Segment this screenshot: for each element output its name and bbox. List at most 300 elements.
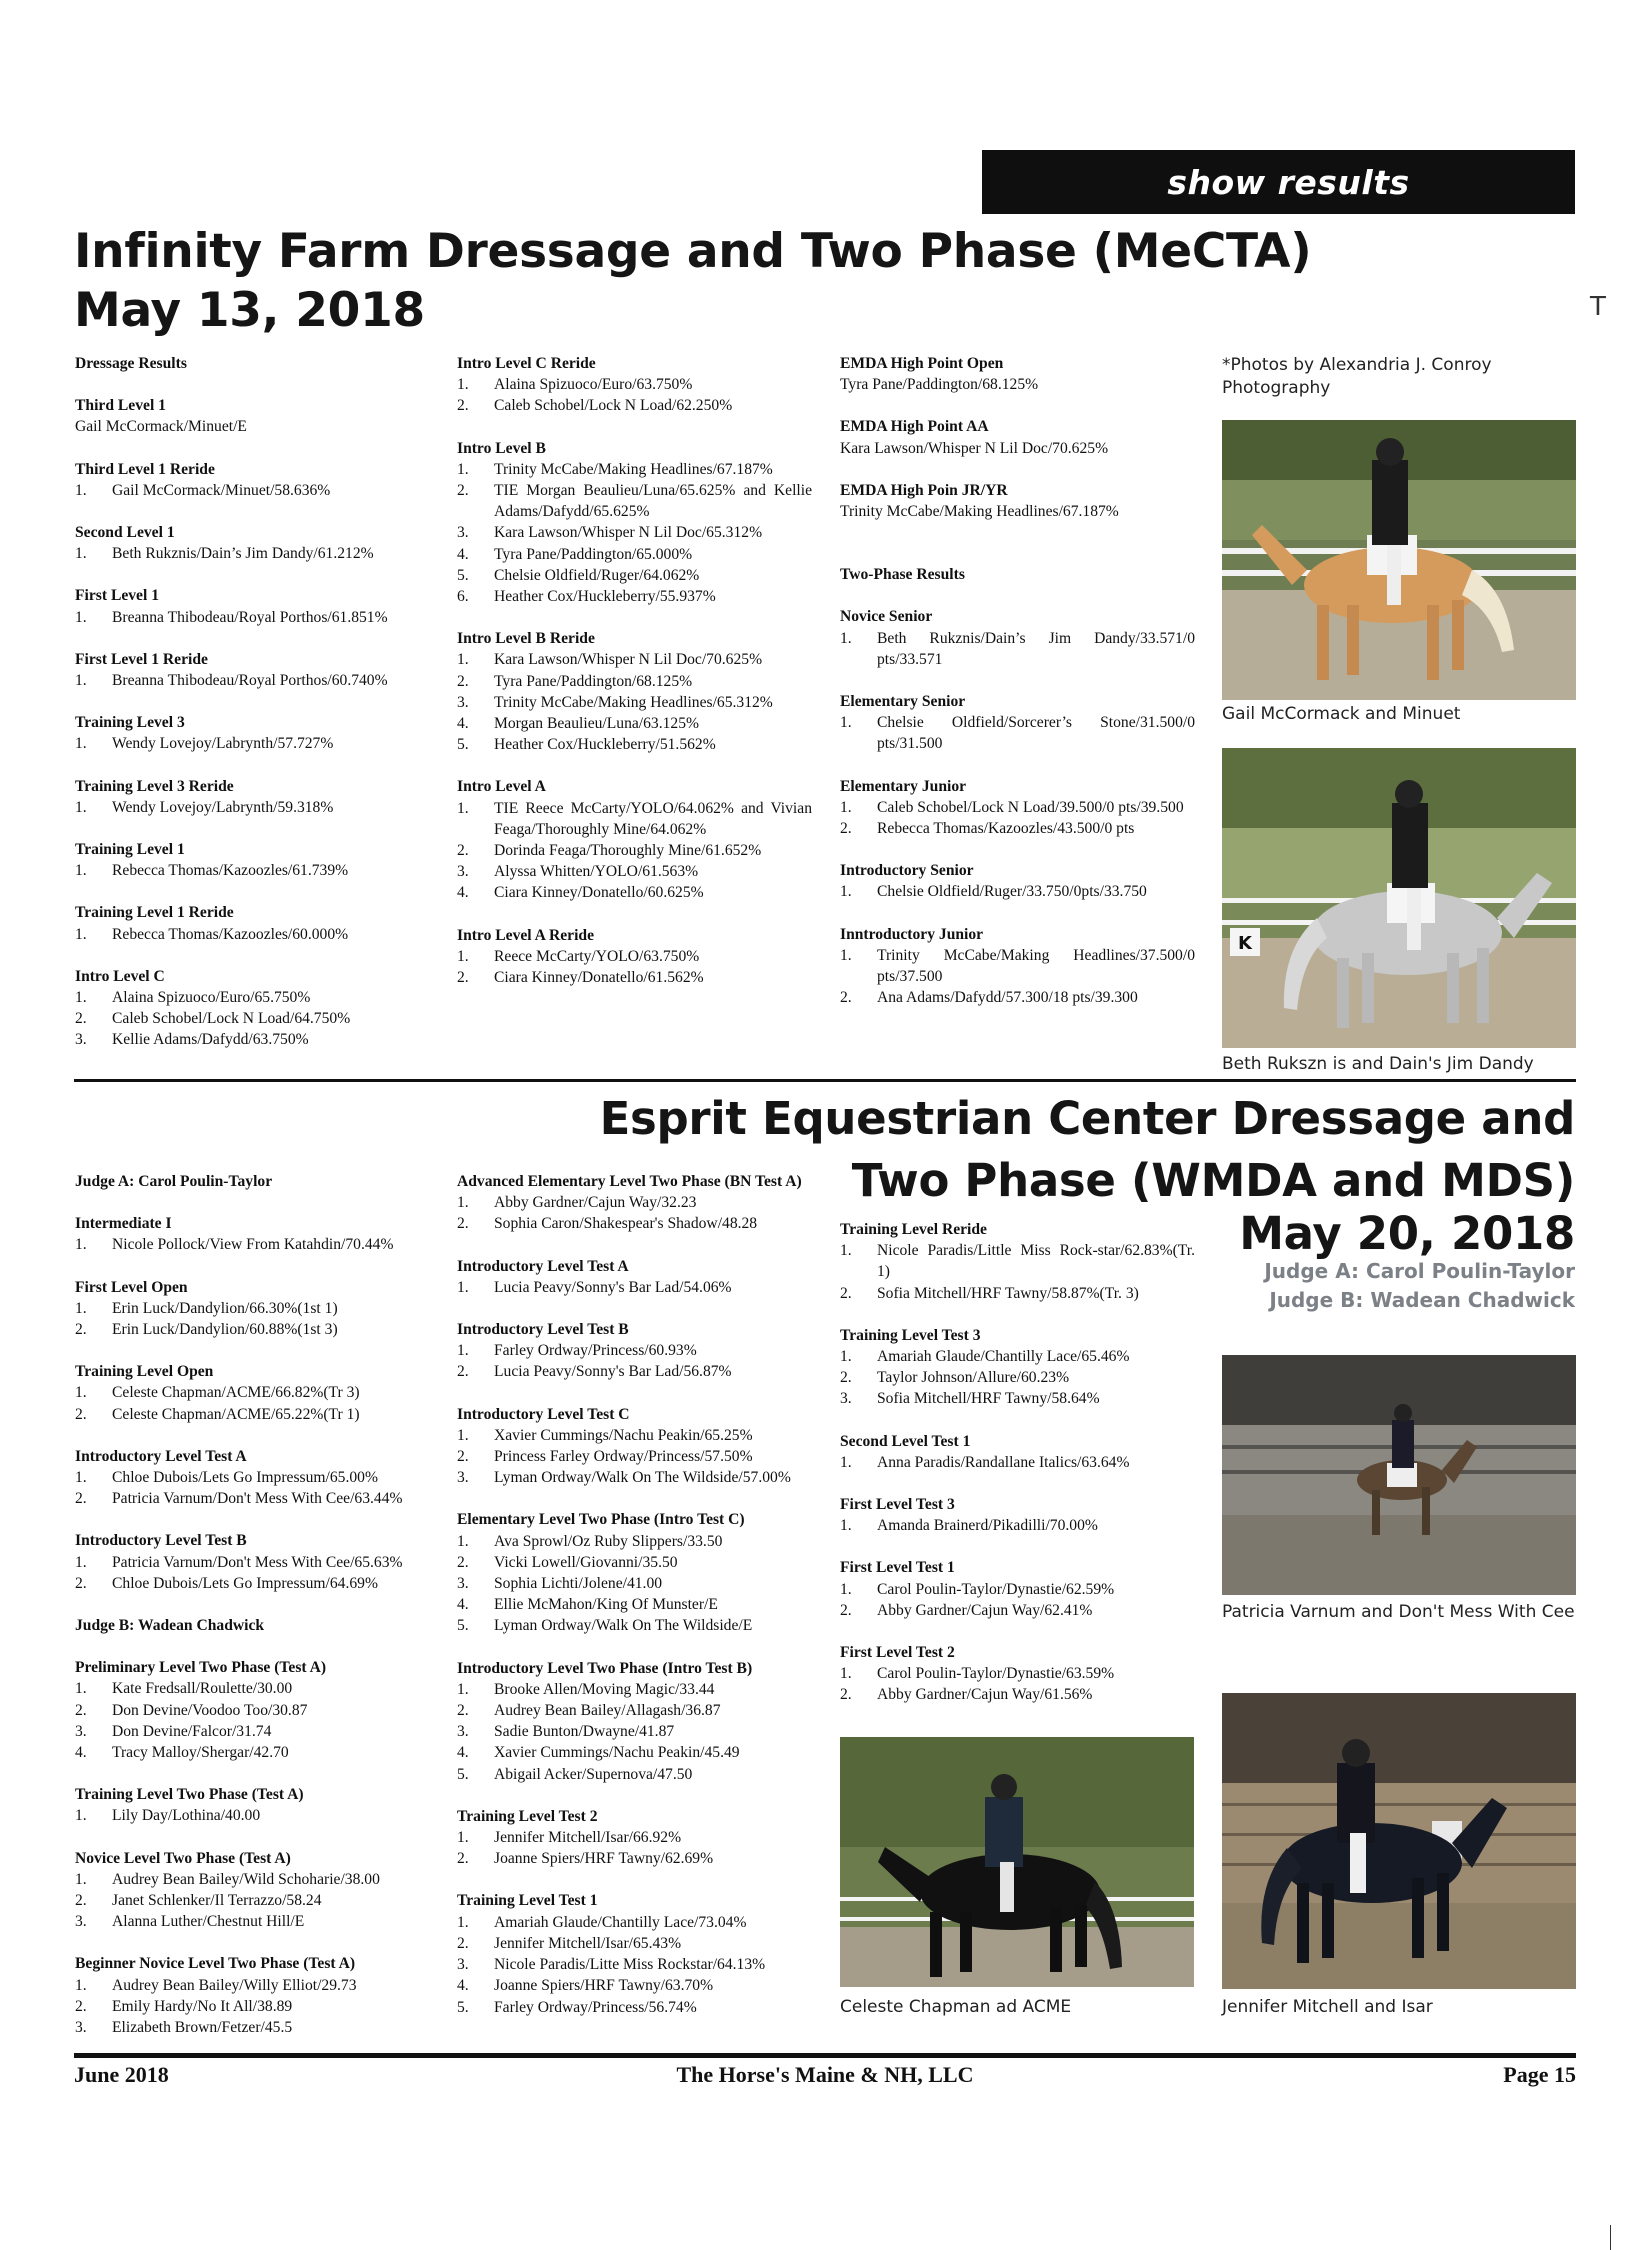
result-rank: 2.: [457, 397, 469, 415]
result-entry: Farley Ordway/Princess/60.93%: [494, 1342, 697, 1360]
result-row: [840, 628, 1195, 670]
article2-title-line2: Two Phase (WMDA and MDS): [851, 1154, 1575, 1207]
result-row: [457, 1764, 812, 1785]
result-rank: 2.: [457, 842, 469, 860]
section-title: Training Level 3: [75, 714, 185, 732]
result-rank: 4.: [457, 545, 469, 563]
result-entry: Joanne Spiers/HRF Tawny/62.69%: [494, 1850, 714, 1868]
result-entry: Abby Gardner/Cajun Way/62.41%: [877, 1601, 1093, 1619]
result-rank: 2.: [457, 1702, 469, 1720]
result-rank: 1.: [840, 1665, 852, 1683]
section-title: Training Level 1 Reride: [75, 904, 234, 922]
result-entry: Farley Ordway/Princess/56.74%: [494, 1998, 697, 2016]
result-rank: 1.: [457, 799, 469, 817]
result-rank: 1.: [75, 1976, 87, 1994]
result-row: [457, 1594, 812, 1615]
result-section: [840, 1642, 1195, 1706]
result-entry: Princess Farley Ordway/Princess/57.50%: [494, 1448, 753, 1466]
photo-patricia-varnum: [1222, 1355, 1576, 1595]
section-title: Introductory Level Test C: [457, 1405, 630, 1423]
result-entry: Jennifer Mitchell/Isar/65.43%: [494, 1934, 682, 1952]
result-row: [457, 1721, 812, 1742]
result-rank: 4.: [457, 1744, 469, 1762]
result-row: [457, 1933, 812, 1954]
result-rank: 1.: [840, 1242, 852, 1260]
result-rank: 3.: [840, 1390, 852, 1408]
section-title: Training Level Open: [75, 1363, 214, 1381]
result-section: [75, 353, 430, 374]
result-row: [75, 1488, 430, 1509]
article1-column-3: [840, 353, 1195, 1008]
result-row: [457, 544, 812, 565]
result-section: [75, 902, 430, 944]
result-entry: Celeste Chapman/ACME/65.22%(Tr 1): [112, 1405, 360, 1423]
result-rank: 2.: [457, 672, 469, 690]
result-entry: Nicole Paradis/Litte Miss Rockstar/64.13%: [494, 1956, 766, 1974]
article2-title-line1: Esprit Equestrian Center Dressage and: [599, 1092, 1575, 1145]
result-row: [75, 1975, 430, 1996]
result-row: [75, 670, 430, 691]
result-section: [457, 628, 812, 755]
result-entry: Carol Poulin-Taylor/Dynastie/62.59%: [877, 1580, 1115, 1598]
result-entry: Sofia Mitchell/HRF Tawny/58.64%: [877, 1390, 1100, 1408]
result-row: [457, 1615, 812, 1636]
result-entry: Lucia Peavy/Sonny's Bar Lad/56.87%: [494, 1363, 732, 1381]
result-entry: Xavier Cummings/Nachu Peakin/45.49: [494, 1744, 740, 1762]
result-row: [840, 712, 1195, 754]
result-row: [457, 734, 812, 755]
result-entry: Alaina Spizuoco/Euro/63.750%: [494, 376, 693, 394]
result-entry: Patricia Varnum/Don't Mess With Cee/65.63%: [112, 1553, 403, 1571]
result-section: [75, 712, 430, 754]
result-entry: Audrey Bean Bailey/Willy Elliot/29.73: [112, 1976, 357, 1994]
article1-title-line2: May 13, 2018: [74, 283, 425, 338]
result-section: [75, 776, 430, 818]
result-row: [457, 1848, 812, 1869]
result-entry: Beth Rukznis/Dain’s Jim Dandy/61.212%: [112, 545, 374, 563]
section-title: Intermediate I: [75, 1215, 172, 1233]
result-entry: Erin Luck/Dandylion/66.30%(1st 1): [112, 1299, 338, 1317]
result-rank: 1.: [457, 1532, 469, 1550]
article1-column-2: [457, 353, 812, 988]
result-rank: 1.: [457, 1278, 469, 1296]
result-row: [75, 1319, 430, 1340]
result-entry: Alyssa Whitten/YOLO/61.563%: [494, 863, 699, 881]
result-section: [75, 1615, 430, 1636]
result-section: [457, 1890, 812, 2017]
article1-title-line1: Infinity Farm Dressage and Two Phase (MeCTA): [74, 224, 1312, 279]
section-title: First Level Test 1: [840, 1559, 955, 1577]
result-entry: Abby Gardner/Cajun Way/32.23: [494, 1194, 697, 1212]
result-row: [457, 1531, 812, 1552]
section-title: Elementary Junior: [840, 777, 967, 795]
result-row: [75, 1573, 430, 1594]
result-section: [75, 395, 430, 437]
result-section: [457, 1806, 812, 1870]
horse-photo-image: [1222, 748, 1576, 1048]
result-section: [840, 924, 1195, 1009]
result-section: [840, 691, 1195, 755]
result-entry: Kara Lawson/Whisper N Lil Doc/70.625%: [494, 651, 763, 669]
result-rank: 4.: [457, 1596, 469, 1614]
result-entry: Alanna Luther/Chestnut Hill/E: [112, 1913, 305, 1931]
result-rank: 2.: [840, 1284, 852, 1302]
result-section: [840, 1494, 1195, 1536]
result-row: [75, 1678, 430, 1699]
result-rank: 1.: [75, 798, 87, 816]
article2-title-line3: May 20, 2018: [1239, 1207, 1575, 1260]
result-section: [840, 776, 1195, 840]
result-row: [75, 1404, 430, 1425]
result-section: [840, 1325, 1195, 1410]
result-rank: 2.: [75, 1490, 87, 1508]
result-rank: 1.: [75, 989, 87, 1007]
result-section: [840, 480, 1195, 522]
result-row: [457, 374, 812, 395]
result-rank: 3.: [75, 1031, 87, 1049]
result-section: [457, 1256, 812, 1298]
section-title: Intro Level B: [457, 439, 546, 457]
result-section: [75, 839, 430, 881]
result-row: [457, 1277, 812, 1298]
article2-column-1: [75, 1171, 430, 2038]
result-row: [75, 797, 430, 818]
result-row: [840, 1600, 1195, 1621]
result-section: [457, 438, 812, 608]
result-row: [457, 1361, 812, 1382]
section-banner: [982, 150, 1575, 214]
result-rank: 2.: [75, 1997, 87, 2015]
result-section: [75, 1277, 430, 1341]
result-rank: 2.: [75, 1892, 87, 1910]
section-title: Training Level 3 Reride: [75, 777, 234, 795]
result-entry: Amariah Glaude/Chantilly Lace/73.04%: [494, 1913, 747, 1931]
section-title: Elementary Senior: [840, 693, 966, 711]
result-section: [457, 776, 812, 903]
result-entry: Joanne Spiers/HRF Tawny/63.70%: [494, 1977, 714, 1995]
result-row: [457, 459, 812, 480]
result-entry: Rebecca Thomas/Kazoozles/61.739%: [112, 862, 349, 880]
result-entry: Alaina Spizuoco/Euro/65.750%: [112, 989, 311, 1007]
result-rank: 4.: [457, 1977, 469, 1995]
result-rank: 2.: [840, 1369, 852, 1387]
result-entry: Chelsie Oldfield/Ruger/33.750/0pts/33.750: [877, 883, 1147, 901]
result-rank: 1.: [75, 1469, 87, 1487]
result-section: [75, 966, 430, 1051]
result-rank: 2.: [457, 1934, 469, 1952]
result-entry: Ciara Kinney/Donatello/61.562%: [494, 969, 704, 987]
section-title: Inntroductory Junior: [840, 925, 984, 943]
result-row: [75, 1008, 430, 1029]
result-section: [840, 416, 1195, 458]
result-rank: 3.: [457, 1956, 469, 1974]
result-rank: 1.: [75, 1299, 87, 1317]
result-entry: Caleb Schobel/Lock N Load/62.250%: [494, 397, 733, 415]
result-rank: 2.: [75, 1405, 87, 1423]
result-rank: 3.: [75, 1913, 87, 1931]
result-row: [457, 1975, 812, 1996]
result-row: [75, 1869, 430, 1890]
result-row: [75, 1890, 430, 1911]
caption-photo-1: Gail McCormack and Minuet: [1222, 704, 1461, 724]
crop-line: [1610, 2225, 1611, 2250]
result-row: [840, 1346, 1195, 1367]
result-row: [75, 1234, 430, 1255]
result-entry: Caleb Schobel/Lock N Load/39.500/0 pts/39.500: [877, 798, 1184, 816]
result-entry: Chloe Dubois/Lets Go Impressum/65.00%: [112, 1469, 378, 1487]
result-row: [457, 395, 812, 416]
section-title: Novice Level Two Phase (Test A): [75, 1849, 291, 1867]
result-row: [840, 1684, 1195, 1705]
result-row: [457, 861, 812, 882]
result-row: [840, 945, 1195, 987]
result-entry: Ellie McMahon/King Of Munster/E: [494, 1596, 718, 1614]
result-row: [75, 543, 430, 564]
result-entry: Tyra Pane/Paddington/68.125%: [494, 672, 693, 690]
result-rank: 2.: [457, 482, 469, 500]
result-section: [75, 1171, 430, 1192]
result-entry: Don Devine/Falcor/31.74: [112, 1722, 272, 1740]
result-row: [840, 881, 1195, 902]
section-title: Training Level Test 1: [457, 1892, 598, 1910]
result-rank: 1.: [457, 1913, 469, 1931]
result-entry: Janet Schlenker/Il Terrazzo/58.24: [112, 1892, 322, 1910]
result-entry: Morgan Beaulieu/Luna/63.125%: [494, 715, 699, 733]
result-row: [457, 1679, 812, 1700]
result-entry: Beth Rukznis/Dain’s Jim Dandy/33.571/0 pts/33.571: [877, 629, 1195, 668]
result-entry: Heather Cox/Huckleberry/55.937%: [494, 588, 716, 606]
section-title: First Level Test 2: [840, 1644, 955, 1662]
result-section: [75, 1530, 430, 1594]
result-entry: Audrey Bean Bailey/Allagash/36.87: [494, 1702, 721, 1720]
result-section: [457, 353, 812, 417]
result-rank: 3.: [457, 863, 469, 881]
result-entry: Erin Luck/Dandylion/60.88%(1st 3): [112, 1321, 338, 1339]
result-rank: 1.: [75, 545, 87, 563]
result-row: [457, 840, 812, 861]
result-rank: 2.: [457, 1215, 469, 1233]
result-row: [457, 1912, 812, 1933]
result-entry: Amanda Brainerd/Pikadilli/70.00%: [877, 1517, 1098, 1535]
result-row: [840, 1367, 1195, 1388]
section-title: First Level Test 3: [840, 1496, 955, 1514]
result-entry: Sophia Lichti/Jolene/41.00: [494, 1575, 663, 1593]
result-section: [840, 606, 1195, 670]
result-row: [840, 1452, 1195, 1473]
result-rank: 2.: [457, 1363, 469, 1381]
result-rank: 5.: [457, 1765, 469, 1783]
section-title: Introductory Level Test B: [457, 1321, 629, 1339]
caption-photo-3: Patricia Varnum and Don't Mess With Cee: [1222, 1602, 1575, 1622]
result-row: [457, 1700, 812, 1721]
photo-jennifer-mitchell-isar: [1222, 1693, 1576, 1989]
result-section: [457, 1404, 812, 1489]
result-row: [457, 882, 812, 903]
result-rank: 1.: [457, 1426, 469, 1444]
result-rank: 1.: [75, 481, 87, 499]
section-title: Second Level Test 1: [840, 1432, 971, 1450]
result-row: [75, 1805, 430, 1826]
result-entry: Wendy Lovejoy/Labrynth/57.727%: [112, 735, 334, 753]
result-row: [457, 671, 812, 692]
result-row: [75, 1700, 430, 1721]
result-row: [457, 649, 812, 670]
caption-photo-2: Beth Rukszn is and Dain's Jim Dandy: [1222, 1054, 1534, 1074]
result-section: [75, 1784, 430, 1826]
result-entry: Trinity McCabe/Making Headlines/67.187%: [494, 460, 773, 478]
svg-text:K: K: [1238, 933, 1252, 954]
result-row: [457, 1827, 812, 1848]
result-row: [75, 924, 430, 945]
result-rank: 3.: [75, 2019, 87, 2037]
result-rank: 1.: [840, 629, 852, 647]
section-title: Introductory Level Two Phase (Intro Test B): [457, 1659, 753, 1677]
result-entry: TIE Morgan Beaulieu/Luna/65.625% and Kellie Adams/Dafydd/65.625%: [494, 482, 812, 521]
result-section: [75, 1657, 430, 1763]
result-rank: 1.: [75, 862, 87, 880]
result-entry: Trinity McCabe/Making Headlines/65.312%: [494, 693, 773, 711]
result-rank: 1.: [840, 714, 852, 732]
result-rank: 4.: [457, 715, 469, 733]
result-entry: Chloe Dubois/Lets Go Impressum/64.69%: [112, 1574, 378, 1592]
section-title: First Level 1: [75, 587, 160, 605]
result-rank: 5.: [457, 736, 469, 754]
result-entry: Nicole Pollock/View From Katahdin/70.44%: [112, 1236, 394, 1254]
result-row: [75, 1029, 430, 1050]
result-entry: Rebecca Thomas/Kazoozles/43.500/0 pts: [877, 820, 1135, 838]
result-section: [840, 1219, 1195, 1304]
result-row: [457, 586, 812, 607]
result-rank: 1.: [840, 883, 852, 901]
result-row: [840, 818, 1195, 839]
section-title: Intro Level C Reride: [457, 355, 596, 372]
result-row: [840, 1663, 1195, 1684]
section-title: Judge A: Carol Poulin-Taylor: [75, 1173, 273, 1190]
footer-divider: [74, 2053, 1576, 2058]
result-rank: 2.: [840, 1601, 852, 1619]
result-section: [75, 459, 430, 501]
result-text: Tyra Pane/Paddington/68.125%: [840, 376, 1039, 394]
result-rank: 1.: [75, 1553, 87, 1571]
photo-beth-rukszn-jim-dandy: [1222, 748, 1576, 1048]
result-rank: 2.: [457, 1850, 469, 1868]
result-entry: Xavier Cummings/Nachu Peakin/65.25%: [494, 1426, 753, 1444]
result-entry: Jennifer Mitchell/Isar/66.92%: [494, 1829, 682, 1847]
banner-label: show results: [1167, 162, 1410, 202]
horse-photo-image: [1222, 420, 1576, 700]
section-title: EMDA High Poin JR/YR: [840, 481, 1008, 499]
result-rank: 2.: [840, 989, 852, 1007]
result-entry: Lucia Peavy/Sonny's Bar Lad/54.06%: [494, 1278, 732, 1296]
result-entry: Ana Adams/Dafydd/57.300/18 pts/39.300: [877, 989, 1138, 1007]
result-row: [75, 1996, 430, 2017]
section-title: Third Level 1 Reride: [75, 460, 215, 478]
result-row: [75, 1552, 430, 1573]
result-section: [840, 1431, 1195, 1473]
result-rank: 1.: [75, 672, 87, 690]
result-section: [840, 353, 1195, 395]
section-title: Novice Senior: [840, 608, 933, 626]
result-entry: Kellie Adams/Dafydd/63.750%: [112, 1031, 309, 1049]
result-row: [75, 1721, 430, 1742]
section-title: Elementary Level Two Phase (Intro Test C): [457, 1511, 745, 1529]
result-rank: 1.: [75, 608, 87, 626]
article1-column-1: [75, 353, 430, 1051]
result-rank: 1.: [457, 1194, 469, 1212]
article2-judge-b: Judge B: Wadean Chadwick: [1269, 1288, 1575, 1312]
section-title: Introductory Senior: [840, 862, 974, 880]
result-rank: 4.: [75, 1744, 87, 1762]
result-entry: Lyman Ordway/Walk On The Wildside/57.00%: [494, 1469, 791, 1487]
result-entry: Chelsie Oldfield/Ruger/64.062%: [494, 566, 700, 584]
result-entry: Sofia Mitchell/HRF Tawny/58.87%(Tr. 3): [877, 1284, 1139, 1302]
result-rank: 1.: [457, 651, 469, 669]
result-rank: 1.: [840, 1348, 852, 1366]
result-section: [457, 1171, 812, 1235]
result-row: [457, 1573, 812, 1594]
result-section: [75, 1213, 430, 1255]
result-entry: Carol Poulin-Taylor/Dynastie/63.59%: [877, 1665, 1115, 1683]
result-row: [457, 1340, 812, 1361]
result-section: [75, 585, 430, 627]
result-entry: Kate Fredsall/Roulette/30.00: [112, 1680, 293, 1698]
result-entry: Ciara Kinney/Donatello/60.625%: [494, 884, 704, 902]
result-row: [457, 480, 812, 522]
result-entry: TIE Reece McCarty/YOLO/64.062% and Vivian Feaga/Thoroughly Mine/64.062%: [494, 799, 812, 838]
result-row: [840, 797, 1195, 818]
section-title: Training Level 1: [75, 841, 185, 859]
section-title: Training Level Reride: [840, 1221, 987, 1238]
section-title: First Level 1 Reride: [75, 650, 208, 668]
result-row: [457, 1467, 812, 1488]
result-rank: 1.: [457, 1342, 469, 1360]
result-row: [840, 1579, 1195, 1600]
result-row: [457, 1425, 812, 1446]
result-rank: 1.: [457, 1680, 469, 1698]
section-divider: [74, 1079, 1576, 1082]
result-row: [75, 1911, 430, 1932]
result-row: [457, 946, 812, 967]
result-rank: 3.: [457, 1575, 469, 1593]
result-row: [457, 1997, 812, 2018]
horse-photo-image: [840, 1737, 1194, 1987]
result-entry: Breanna Thibodeau/Royal Porthos/61.851%: [112, 608, 388, 626]
result-section: [457, 1509, 812, 1636]
result-rank: 1.: [840, 1580, 852, 1598]
result-rank: 2.: [75, 1701, 87, 1719]
result-rank: 1.: [75, 1870, 87, 1888]
section-title: Intro Level C: [75, 967, 165, 985]
footer-page-number: Page 15: [1503, 2062, 1576, 2087]
section-title: Dressage Results: [75, 355, 187, 372]
result-entry: Elizabeth Brown/Fetzer/45.5: [112, 2019, 293, 2037]
result-section: [75, 1361, 430, 1425]
result-entry: Abby Gardner/Cajun Way/61.56%: [877, 1686, 1093, 1704]
result-rank: 3.: [457, 524, 469, 542]
result-rank: 3.: [75, 1722, 87, 1740]
result-row: [457, 1552, 812, 1573]
photo-credit: *Photos by Alexandria J. Conroy Photography: [1222, 355, 1492, 398]
section-title: First Level Open: [75, 1278, 188, 1296]
result-entry: Taylor Johnson/Allure/60.23%: [877, 1369, 1070, 1387]
photo-celeste-chapman-acme: [840, 1737, 1194, 1987]
result-rank: 2.: [75, 1010, 87, 1028]
result-row: [457, 1213, 812, 1234]
result-section: [457, 1658, 812, 1785]
result-entry: Sophia Caron/Shakespear's Shadow/48.28: [494, 1215, 758, 1233]
section-title: Intro Level B Reride: [457, 630, 595, 648]
result-row: [75, 987, 430, 1008]
